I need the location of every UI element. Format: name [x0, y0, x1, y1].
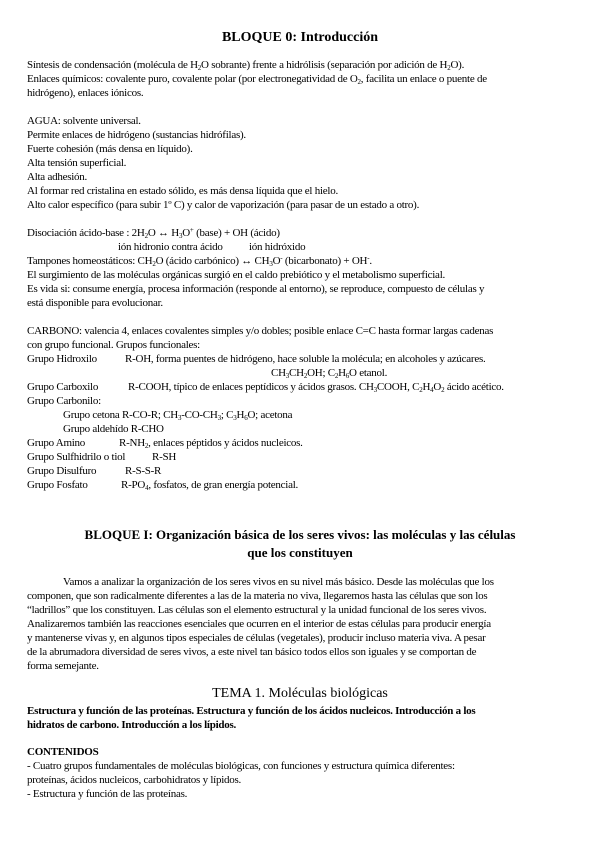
fosfato-desc: $R-PO_4$, fosfatos, de gran energía potencial. — [121, 479, 299, 492]
tema1-subtitle-line: hidratos de carbono. Introducción a los lípidos. — [27, 719, 237, 731]
contenidos-line: - Cuatro grupos fundamentales de moléculas biológicas, con funciones y estructura química diferentes: — [27, 760, 455, 772]
agua-line: Fuerte cohesión (más densa en líquido). — [27, 143, 193, 155]
bloque1-paragraph-line: Vamos a analizar la organización de los seres vivos en su nivel más básico. Desde las moléculas que los — [63, 576, 494, 588]
contenidos-line: proteínas, ácidos nucleicos, carbohidratos y lípidos. — [27, 774, 242, 786]
carbono-line: con grupo funcional. Grupos funcionales: — [27, 339, 200, 351]
aldehido-line: Grupo aldehído R-CHO — [63, 423, 164, 435]
hidroxilo-name: Grupo Hidroxilo — [27, 353, 97, 365]
bloque1-paragraph-line: y mantenerse vivas y, en algunos tipos especiales de células (vegetales), producir incluso materia viva. A pesar — [27, 632, 486, 644]
agua-line: Permite enlaces de hidrógeno (sustancias hidrófilas). — [27, 129, 246, 141]
bloque1-paragraph-line: forma semejante. — [27, 660, 99, 672]
bloque1-paragraph-line: Analizaremos también las reacciones esenciales que ocurren en el interior de estas células para producir energía — [27, 618, 491, 630]
carbonilo-name: Grupo Carbonilo: — [27, 395, 101, 407]
enlaces-line: Enlaces químicos: covalente puro, covalente polar (por electronegatividad de $O_2$, facilita un enlace o puente de — [27, 73, 487, 86]
sulfhidrilo-desc: R-SH — [152, 451, 177, 463]
tampones-line: Tampones homeostáticos: $CH_2O$ (ácido carbónico) ↔ $CH_3O^-$ (bicarbonato) + OH-. — [27, 254, 372, 268]
tema1-subtitle-line: Estructura y función de las proteínas. Estructura y función de los ácidos nucleicos. Introducción a los — [27, 705, 476, 717]
fosfato-name: Grupo Fosfato — [27, 479, 88, 491]
amino-desc: $R-NH_2$, enlaces péptidos y ácidos nucleicos. — [119, 437, 303, 450]
sintesis-line: Síntesis de condensación (molécula de $H_2O$ sobrante) frente a hidrólisis (separación por adición de $H_2O$). — [27, 59, 465, 72]
hidroxilo-desc: R-OH, forma puentes de hidrógeno, hace soluble la molécula; en alcoholes y azúcares. — [125, 353, 486, 365]
bloque0-title: BLOQUE 0: Introducción — [221, 30, 379, 45]
contenidos-line: - Estructura y función de las proteínas. — [27, 788, 188, 800]
amino-name: Grupo Amino — [27, 437, 86, 449]
bloque1-paragraph-line: “ladrillos” que los constituyen. Las células son el elemento estructural y la unidad funcional de los seres vivos. — [27, 604, 487, 616]
agua-line: Alta adhesión. — [27, 171, 88, 183]
bloque1-title: BLOQUE I: Organización básica de los seres vivos: las moléculas y las células que los constituyen — [84, 527, 516, 560]
bloque1-paragraph-line: de la abrumadora diversidad de seres vivos, a este nivel tan básico todos ellos son iguales y se comportan de — [27, 646, 477, 658]
carbono-line: CARBONO: valencia 4, enlaces covalentes simples y/o dobles; posible enlace C=C hasta formar largas cadenas — [27, 325, 494, 337]
disociacion-line: Disociación ácido-base : $2H_2O$ ↔ $H_3O^+$ (base) + OH (ácido) — [27, 226, 280, 240]
origen-line: El surgimiento de las moléculas orgánicas surgió en el caldo prebiótico y el metabolismo superficial. — [27, 269, 445, 281]
disulfuro-desc: R-S-S-R — [125, 465, 162, 477]
carboxilo-desc: R-COOH, típico de enlaces peptídicos y ácidos grasos. $CH_3COOH$, $C_2H_4O_2$ ácido acético. — [128, 381, 504, 394]
agua-line: Alta tensión superficial. — [27, 157, 127, 169]
contenidos-heading: CONTENIDOS — [27, 746, 99, 758]
agua-line: AGUA: solvente universal. — [27, 115, 141, 127]
enlaces-line-2: hidrógeno), enlaces iónicos. — [27, 87, 144, 99]
agua-line: Alto calor específico (para subir 1º C) y calor de vaporización (para pasar de un estado a otro). — [27, 199, 420, 211]
hidronio-label: ión hidronio contra ácido — [118, 241, 223, 253]
hidroxilo-example: $CH_3CH_2OH$; $C_2H_6O$ etanol. — [271, 367, 388, 380]
sulfhidrilo-name: Grupo Sulfhidrilo o tiol — [27, 451, 126, 463]
origen-line: Es vida si: consume energía, procesa información (responde al entorno), se reproduce, compuesto de células y — [27, 283, 485, 295]
bloque1-paragraph-line: componen, que son radicalmente diferentes a las de la materia no viva, llegaremos hasta las células que son los — [27, 590, 488, 602]
cetona-line: Grupo cetona R-CO-R; $CH_3-CO-CH_3$; $C_3H_6O$; acetona — [63, 409, 293, 422]
origen-line: está disponible para evolucionar. — [27, 297, 163, 309]
tema1-title: TEMA 1. Moléculas biológicas — [212, 686, 388, 701]
disulfuro-name: Grupo Disulfuro — [27, 465, 97, 477]
carboxilo-name: Grupo Carboxilo — [27, 381, 99, 393]
agua-line: Al formar red cristalina en estado sólido, es más densa líquida que el hielo. — [27, 185, 338, 197]
hidroxido-label: ión hidróxido — [249, 241, 306, 253]
